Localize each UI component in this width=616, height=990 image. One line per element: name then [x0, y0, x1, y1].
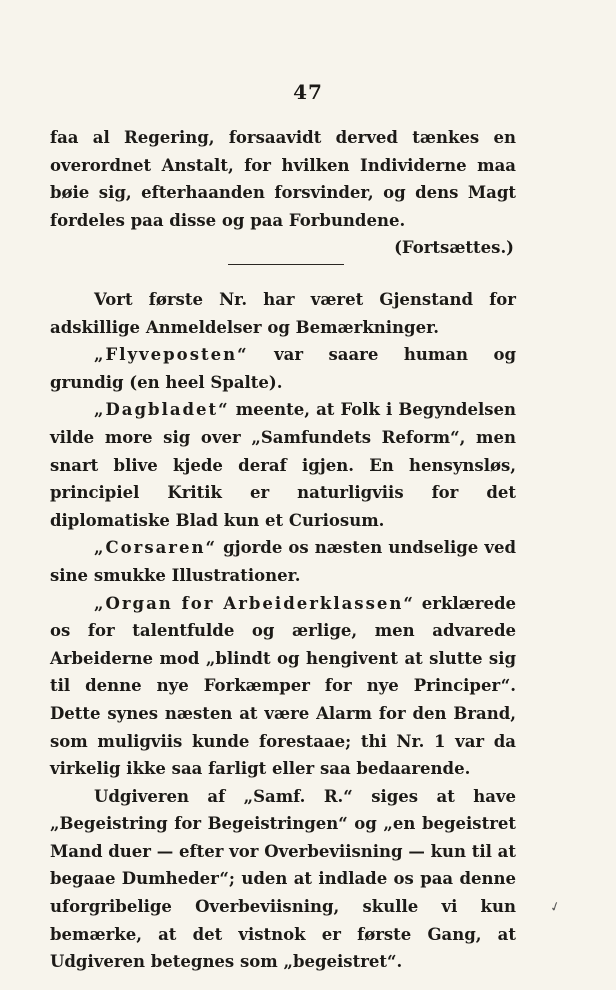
paragraph-dagbladet	[50, 396, 516, 534]
newspaper-title: „Corsaren“	[94, 538, 217, 558]
text-line: Anstalt, for hvilken Individerne maa bøie sig, efterhaanden	[50, 155, 516, 203]
text-line: da virkelig ikke saa farligt eller saa bedaarende.	[50, 731, 516, 779]
text-line: smukke Illustrationer.	[93, 565, 301, 585]
continued-text-block	[50, 124, 516, 262]
text-line: uden at indlade os paa denne uforgribelige Overbeviisning,	[50, 869, 516, 917]
paragraph-corsaren	[50, 534, 516, 589]
text-line: Udgiveren af „Samf. R.“ siges at have „Begeistring	[50, 786, 516, 834]
text-line: vor Overbeviisning — kun til at begaae Dumheder“;	[50, 841, 516, 889]
text-line: var saare human og grundig (en	[50, 345, 516, 392]
text-line: talentfulde og ærlige, men advarede Arbeiderne mod „blindt	[50, 621, 516, 668]
text-line: heel Spalte).	[165, 372, 283, 392]
text-line: Vort første Nr. har været Gjenstand for adskillige	[50, 290, 516, 337]
text-line: den Brand, som muligviis kunde forestaae; thi Nr. 1 var	[50, 703, 516, 751]
text-line: gjorde os næsten undselige ved sine	[50, 538, 516, 585]
pencil-mark-icon: ✓	[547, 898, 563, 917]
paragraph-editor	[50, 783, 516, 976]
newspaper-title: „Flyveposten“	[94, 345, 249, 365]
text-line: nye Principer“. Dette synes næsten at være Alarm for	[50, 676, 516, 723]
to-be-continued: (Fortsættes.)	[394, 238, 514, 258]
text-line: Forbundene.	[288, 210, 406, 230]
page-number: 47	[293, 80, 323, 104]
paragraph-continuation	[50, 124, 516, 234]
text-line: Udgiveren betegnes som „begeistret“.	[50, 952, 403, 972]
text-line: erklærede os for	[50, 593, 516, 641]
paragraph-flyveposten	[50, 341, 516, 396]
text-line: more sig over „Samfundets Reform“, men snart blive	[50, 427, 516, 475]
text-line: forsvinder, og dens Magt fordeles paa disse og paa	[50, 183, 517, 230]
text-line: og hengivent at slutte sig til denne nye Forkæmper for	[50, 648, 516, 696]
newspaper-title: „Dagbladet“	[94, 400, 230, 420]
text-line: faa al Regering, forsaavidt derved tænkes en overordnet	[50, 128, 516, 175]
section-divider	[228, 264, 344, 265]
reviews-section	[50, 286, 516, 976]
text-line: Anmeldelser og Bemærkninger.	[145, 317, 439, 337]
text-line: skulle vi kun bemærke, at det vistnok er første Gang, at	[50, 897, 516, 944]
paragraph-intro	[50, 286, 516, 341]
text-line: for Begeistringen“ og „en begeistret Mand duer — efter	[50, 814, 517, 861]
newspaper-title: „Organ for Arbeiderklassen“	[94, 593, 415, 613]
text-line: meente, at Folk i Begyndelsen vilde	[50, 400, 516, 447]
text-line: kjede deraf igjen. En hensynsløs, principiel Kritik er	[50, 455, 517, 503]
paragraph-organ	[50, 590, 516, 783]
text-line: naturligviis for det diplomatiske Blad kun et Curiosum.	[50, 483, 517, 530]
